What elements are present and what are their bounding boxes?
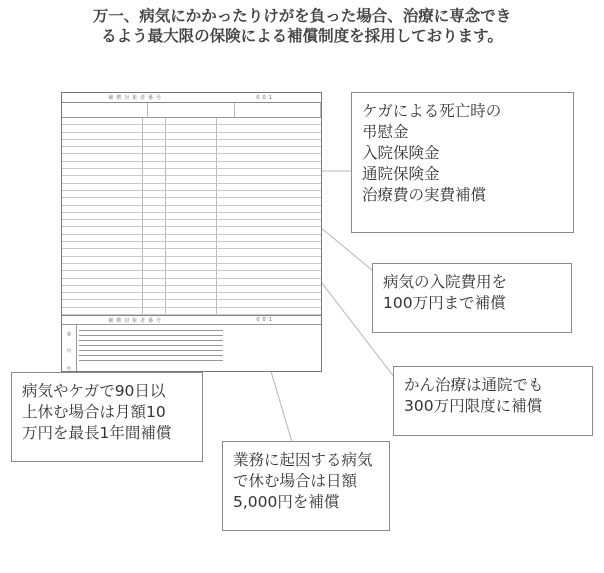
table-row (62, 184, 321, 191)
callout-cancer-coverage: かん治療は通院でも 300万円限度に補償 (393, 366, 593, 436)
callout-death-benefits: ケガによる死亡時の 弔慰金 入院保険金 通院保険金 治療費の実費補償 (351, 92, 574, 233)
table-row (62, 125, 321, 132)
table-row (62, 242, 321, 249)
footer-side-labels: 適 用 特 (62, 325, 77, 372)
document-header (62, 93, 321, 103)
table-row (62, 176, 321, 183)
table-row (62, 198, 321, 205)
table-row (62, 264, 321, 271)
callout-income-coverage: 病気やケガで90日以 上休む場合は月額10 万円を最長1年間補償 (11, 372, 203, 462)
document-title: 補償対象者番号 (108, 95, 165, 101)
table-row (62, 162, 321, 169)
table-row (62, 169, 321, 176)
table-row (62, 271, 321, 278)
table-row (62, 300, 321, 307)
footer-lines (77, 325, 321, 372)
footer-number: 001 (256, 317, 275, 324)
callout-hospital-coverage: 病気の入院費用を 100万円まで補償 (372, 263, 572, 333)
table-row (62, 308, 321, 315)
table-row (62, 206, 321, 213)
table-row (62, 140, 321, 147)
table-row (62, 220, 321, 227)
table-row (62, 257, 321, 264)
headline-line-2: るよう最大限の保険による補償制度を採用しております。 (101, 27, 503, 45)
document-number: 001 (256, 94, 275, 101)
table-row (62, 286, 321, 293)
table-row (62, 213, 321, 220)
callout-work-illness: 業務に起因する病気 で休む場合は日額 5,000円を補償 (222, 441, 390, 531)
table-row (62, 147, 321, 154)
table-row (62, 133, 321, 140)
table-row (62, 118, 321, 125)
document-rows (62, 118, 321, 315)
table-row (62, 279, 321, 286)
document-subheader (62, 103, 321, 118)
table-row (62, 249, 321, 256)
document-footer (62, 315, 321, 372)
table-row (62, 154, 321, 161)
table-row (62, 191, 321, 198)
insurance-document (61, 92, 322, 372)
headline-line-1: 万一、病気にかかったりけがを負った場合、治療に専念でき (92, 7, 512, 25)
footer-title: 補償対象者番号 (108, 317, 165, 324)
table-row (62, 227, 321, 234)
table-row (62, 235, 321, 242)
table-row (62, 293, 321, 300)
